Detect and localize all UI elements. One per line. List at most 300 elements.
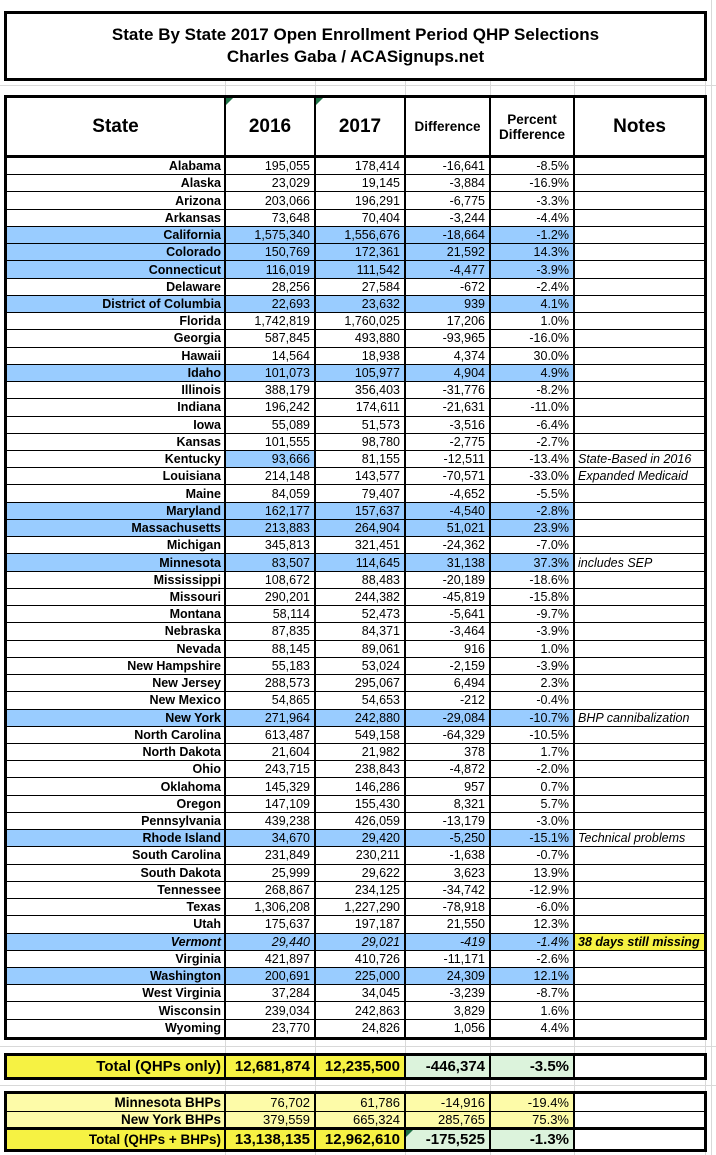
y2016-cell: 290,201 — [226, 589, 316, 605]
state-cell: Washington — [7, 968, 226, 984]
minnesota-bhps-row — [7, 1094, 704, 1112]
y2016-cell: 1,575,340 — [226, 227, 316, 243]
diff-cell: 1,056 — [406, 1020, 491, 1037]
header-pct-line1: Percent — [507, 111, 557, 127]
y2017-cell: 29,021 — [316, 934, 406, 950]
y2017-cell: 105,977 — [316, 365, 406, 381]
diff-cell: 6,494 — [406, 675, 491, 691]
table-body — [7, 158, 704, 1037]
note-cell — [575, 623, 704, 639]
state-cell: Nebraska — [7, 623, 226, 639]
y2017-cell: 174,611 — [316, 399, 406, 415]
state-row-pennsylvania — [7, 813, 704, 830]
y2016-cell: 243,715 — [226, 761, 316, 777]
state-cell: Montana — [7, 606, 226, 622]
mn-bhp-2016: 76,702 — [226, 1094, 316, 1111]
note-cell — [575, 192, 704, 208]
pct-cell: -1.2% — [491, 227, 575, 243]
state-row-utah — [7, 916, 704, 933]
diff-cell: -3,516 — [406, 417, 491, 433]
y2016-cell: 213,883 — [226, 520, 316, 536]
state-row-south-carolina — [7, 847, 704, 864]
state-row-indiana — [7, 399, 704, 416]
y2016-cell: 87,835 — [226, 623, 316, 639]
note-cell — [575, 365, 704, 381]
state-cell: Ohio — [7, 761, 226, 777]
diff-cell: -3,464 — [406, 623, 491, 639]
pct-cell: -10.5% — [491, 727, 575, 743]
diff-cell: -13,179 — [406, 813, 491, 829]
y2017-cell: 225,000 — [316, 968, 406, 984]
pct-cell: 30.0% — [491, 348, 575, 364]
pct-cell: -18.6% — [491, 572, 575, 588]
mn-bhp-pct: -19.4% — [491, 1094, 575, 1111]
pct-cell: 1.0% — [491, 641, 575, 657]
state-cell: Iowa — [7, 417, 226, 433]
y2016-cell: 23,029 — [226, 175, 316, 191]
y2017-cell: 242,863 — [316, 1002, 406, 1018]
bhp-block — [4, 1091, 707, 1152]
y2016-cell: 83,507 — [226, 554, 316, 570]
state-row-massachusetts — [7, 520, 704, 537]
total-qhps-2017: 12,235,500 — [316, 1056, 406, 1077]
comment-triangle-icon — [226, 98, 233, 105]
pct-cell: -12.9% — [491, 882, 575, 898]
header-difference: Difference — [406, 98, 491, 155]
y2017-cell: 143,577 — [316, 468, 406, 484]
ny-bhp-2016: 379,559 — [226, 1112, 316, 1127]
y2017-cell: 24,826 — [316, 1020, 406, 1037]
state-row-nevada — [7, 641, 704, 658]
note-cell — [575, 244, 704, 260]
note-cell — [575, 227, 704, 243]
diff-cell: -672 — [406, 279, 491, 295]
state-cell: Virginia — [7, 951, 226, 967]
total-all-2017: 12,962,610 — [316, 1130, 406, 1149]
state-row-west-virginia — [7, 985, 704, 1002]
y2016-cell: 116,019 — [226, 261, 316, 277]
diff-cell: -24,362 — [406, 537, 491, 553]
total-all-diff — [406, 1130, 491, 1149]
note-cell — [575, 520, 704, 536]
y2016-cell: 88,145 — [226, 641, 316, 657]
note-cell: BHP cannibalization — [578, 710, 690, 725]
state-cell: Nevada — [7, 641, 226, 657]
y2017-cell: 1,556,676 — [316, 227, 406, 243]
y2017-cell: 23,632 — [316, 296, 406, 312]
y2016-cell: 271,964 — [226, 710, 316, 726]
gridline — [490, 81, 491, 95]
state-cell: Indiana — [7, 399, 226, 415]
y2017-cell: 238,843 — [316, 761, 406, 777]
diff-cell: -93,965 — [406, 330, 491, 346]
y2017-cell: 53,024 — [316, 658, 406, 674]
diff-cell: -31,776 — [406, 382, 491, 398]
state-cell: New Mexico — [7, 692, 226, 708]
y2017-cell: 549,158 — [316, 727, 406, 743]
y2017-cell: 51,573 — [316, 417, 406, 433]
comment-triangle-icon — [316, 98, 323, 105]
pct-cell: 0.7% — [491, 778, 575, 794]
note-cell — [575, 744, 704, 760]
total-all-label: Total (QHPs + BHPs) — [7, 1130, 226, 1149]
pct-cell: -4.4% — [491, 210, 575, 226]
y2017-cell: 88,483 — [316, 572, 406, 588]
state-cell: Oklahoma — [7, 778, 226, 794]
state-cell: Wisconsin — [7, 1002, 226, 1018]
note-cell — [575, 985, 704, 1001]
pct-cell: 2.3% — [491, 675, 575, 691]
state-row-delaware — [7, 279, 704, 296]
state-cell: Maryland — [7, 503, 226, 519]
y2017-cell: 1,227,290 — [316, 899, 406, 915]
total-qhps-bhps-row — [7, 1130, 704, 1149]
pct-cell: -6.4% — [491, 417, 575, 433]
diff-cell: 3,829 — [406, 1002, 491, 1018]
note-cell: Technical problems — [578, 831, 686, 846]
state-row-colorado — [7, 244, 704, 261]
y2017-cell: 157,637 — [316, 503, 406, 519]
state-cell: Colorado — [7, 244, 226, 260]
state-cell: Utah — [7, 916, 226, 932]
y2016-cell: 101,555 — [226, 434, 316, 450]
state-row-mississippi — [7, 572, 704, 589]
pct-cell: -13.4% — [491, 451, 575, 467]
gridline — [315, 81, 316, 95]
pct-cell: -3.9% — [491, 261, 575, 277]
y2016-cell: 93,666 — [226, 451, 316, 467]
y2017-cell: 21,982 — [316, 744, 406, 760]
diff-cell: -29,084 — [406, 710, 491, 726]
total-all-pct: -1.3% — [491, 1130, 575, 1149]
pct-cell: -0.7% — [491, 847, 575, 863]
note-cell — [575, 1002, 704, 1018]
note-cell: State-Based in 2016 — [578, 452, 692, 467]
diff-cell: 51,021 — [406, 520, 491, 536]
y2016-cell: 231,849 — [226, 847, 316, 863]
state-row-oklahoma — [7, 778, 704, 795]
state-row-missouri — [7, 589, 704, 606]
state-row-arkansas — [7, 210, 704, 227]
y2016-cell: 268,867 — [226, 882, 316, 898]
y2017-cell: 410,726 — [316, 951, 406, 967]
diff-cell: -70,571 — [406, 468, 491, 484]
header-notes: Notes — [613, 115, 666, 137]
pct-cell: -15.8% — [491, 589, 575, 605]
state-row-louisiana — [7, 468, 704, 485]
pct-cell: 12.3% — [491, 916, 575, 932]
state-cell: Louisiana — [7, 468, 226, 484]
ny-bhp-note — [575, 1112, 704, 1127]
note-cell — [575, 330, 704, 346]
state-cell: South Dakota — [7, 865, 226, 881]
state-row-kentucky — [7, 451, 704, 468]
header-2016 — [226, 98, 316, 155]
diff-cell: -5,641 — [406, 606, 491, 622]
y2016-cell: 421,897 — [226, 951, 316, 967]
state-cell: Kansas — [7, 434, 226, 450]
pct-cell: -3.3% — [491, 192, 575, 208]
gridline — [225, 81, 226, 95]
note-cell — [575, 296, 704, 312]
y2016-cell: 195,055 — [226, 158, 316, 174]
y2017-cell: 89,061 — [316, 641, 406, 657]
ny-bhp-2017: 665,324 — [316, 1112, 406, 1127]
diff-cell: -16,641 — [406, 158, 491, 174]
note-cell — [575, 916, 704, 932]
state-row-new-mexico — [7, 692, 704, 709]
state-cell: Hawaii — [7, 348, 226, 364]
y2017-cell: 114,645 — [316, 554, 406, 570]
state-row-washington — [7, 968, 704, 985]
state-cell: New Hampshire — [7, 658, 226, 674]
y2016-cell: 55,089 — [226, 417, 316, 433]
state-row-nebraska — [7, 623, 704, 640]
diff-cell: -45,819 — [406, 589, 491, 605]
y2016-cell: 23,770 — [226, 1020, 316, 1037]
header-2016-label: 2016 — [248, 115, 292, 137]
note-cell — [575, 399, 704, 415]
note-cell — [575, 606, 704, 622]
page-title: State By State 2017 Open Enrollment Period QHP Selections — [111, 25, 600, 44]
y2016-cell: 239,034 — [226, 1002, 316, 1018]
state-row-hawaii — [7, 348, 704, 365]
gridline — [574, 81, 575, 95]
y2016-cell: 54,865 — [226, 692, 316, 708]
diff-cell: -4,477 — [406, 261, 491, 277]
y2017-cell: 79,407 — [316, 485, 406, 501]
pct-cell: -8.2% — [491, 382, 575, 398]
y2016-cell: 288,573 — [226, 675, 316, 691]
pct-cell: -8.5% — [491, 158, 575, 174]
y2017-cell: 111,542 — [316, 261, 406, 277]
diff-cell: -2,775 — [406, 434, 491, 450]
state-cell: District of Columbia — [7, 296, 226, 312]
diff-cell: -34,742 — [406, 882, 491, 898]
diff-cell: 17,206 — [406, 313, 491, 329]
y2017-cell: 230,211 — [316, 847, 406, 863]
y2017-cell: 52,473 — [316, 606, 406, 622]
page-subtitle: Charles Gaba / ACASignups.net — [226, 47, 485, 66]
state-row-wisconsin — [7, 1002, 704, 1019]
note-cell: 38 days still missing — [575, 934, 704, 950]
mn-bhp-note — [575, 1094, 704, 1111]
state-cell: Florida — [7, 313, 226, 329]
state-row-virginia — [7, 951, 704, 968]
note-cell — [575, 313, 704, 329]
note-cell — [575, 658, 704, 674]
state-row-new-jersey — [7, 675, 704, 692]
y2017-cell: 29,622 — [316, 865, 406, 881]
diff-cell: 957 — [406, 778, 491, 794]
y2016-cell: 145,329 — [226, 778, 316, 794]
y2017-cell: 29,420 — [316, 830, 406, 846]
state-row-south-dakota — [7, 865, 704, 882]
state-cell: West Virginia — [7, 985, 226, 1001]
state-row-maryland — [7, 503, 704, 520]
pct-cell: -2.6% — [491, 951, 575, 967]
y2016-cell: 200,691 — [226, 968, 316, 984]
pct-cell: -2.8% — [491, 503, 575, 519]
state-row-kansas — [7, 434, 704, 451]
state-cell: Alabama — [7, 158, 226, 174]
diff-cell: -12,511 — [406, 451, 491, 467]
note-cell — [575, 692, 704, 708]
y2017-cell: 19,145 — [316, 175, 406, 191]
state-row-wyoming — [7, 1020, 704, 1037]
note-cell — [575, 675, 704, 691]
state-cell: Tennessee — [7, 882, 226, 898]
y2016-cell: 162,177 — [226, 503, 316, 519]
note-cell — [575, 968, 704, 984]
y2016-cell: 37,284 — [226, 985, 316, 1001]
state-cell: Massachusetts — [7, 520, 226, 536]
state-row-texas — [7, 899, 704, 916]
state-cell: Arkansas — [7, 210, 226, 226]
pct-cell: -3.9% — [491, 658, 575, 674]
state-cell: South Carolina — [7, 847, 226, 863]
state-row-florida — [7, 313, 704, 330]
pct-cell: 4.4% — [491, 1020, 575, 1037]
mn-bhp-label: Minnesota BHPs — [7, 1094, 226, 1111]
state-cell: Rhode Island — [7, 830, 226, 846]
note-cell — [575, 382, 704, 398]
diff-cell: 916 — [406, 641, 491, 657]
diff-cell: 31,138 — [406, 554, 491, 570]
gridline — [405, 81, 406, 95]
state-cell: New Jersey — [7, 675, 226, 691]
state-row-iowa — [7, 417, 704, 434]
table-header — [7, 98, 704, 158]
pct-cell: 14.3% — [491, 244, 575, 260]
title-box — [4, 11, 707, 81]
pct-cell: -7.0% — [491, 537, 575, 553]
note-cell — [575, 899, 704, 915]
pct-cell: 1.6% — [491, 1002, 575, 1018]
y2017-cell: 98,780 — [316, 434, 406, 450]
y2017-cell: 264,904 — [316, 520, 406, 536]
state-row-alabama — [7, 158, 704, 175]
total-qhps-pct: -3.5% — [491, 1056, 575, 1077]
state-cell: Alaska — [7, 175, 226, 191]
diff-cell: -11,171 — [406, 951, 491, 967]
diff-cell: 4,374 — [406, 348, 491, 364]
note-cell — [575, 761, 704, 777]
y2017-cell: 146,286 — [316, 778, 406, 794]
pct-cell: -6.0% — [491, 899, 575, 915]
y2017-cell: 34,045 — [316, 985, 406, 1001]
state-row-georgia — [7, 330, 704, 347]
pct-cell: -3.0% — [491, 813, 575, 829]
y2016-cell: 25,999 — [226, 865, 316, 881]
header-pct-line2: Difference — [498, 126, 566, 142]
y2016-cell: 28,256 — [226, 279, 316, 295]
state-row-new-york — [7, 710, 704, 727]
state-cell: Arizona — [7, 192, 226, 208]
note-cell — [575, 951, 704, 967]
state-cell: New York — [7, 710, 226, 726]
diff-cell: -21,631 — [406, 399, 491, 415]
header-2017 — [316, 98, 406, 155]
state-cell: Idaho — [7, 365, 226, 381]
y2016-cell: 58,114 — [226, 606, 316, 622]
state-cell: California — [7, 227, 226, 243]
y2016-cell: 108,672 — [226, 572, 316, 588]
state-cell: Pennsylvania — [7, 813, 226, 829]
note-cell — [575, 537, 704, 553]
state-row-ohio — [7, 761, 704, 778]
y2017-cell: 356,403 — [316, 382, 406, 398]
total-all-note — [575, 1130, 704, 1149]
note-cell — [575, 210, 704, 226]
diff-cell: -20,189 — [406, 572, 491, 588]
diff-cell: 4,904 — [406, 365, 491, 381]
state-row-maine — [7, 485, 704, 502]
note-cell — [575, 813, 704, 829]
state-row-montana — [7, 606, 704, 623]
y2017-cell: 426,059 — [316, 813, 406, 829]
pct-cell: -33.0% — [491, 468, 575, 484]
diff-cell: -2,159 — [406, 658, 491, 674]
y2017-cell: 84,371 — [316, 623, 406, 639]
pct-cell: -11.0% — [491, 399, 575, 415]
diff-cell: 378 — [406, 744, 491, 760]
state-cell: North Dakota — [7, 744, 226, 760]
state-row-arizona — [7, 192, 704, 209]
y2016-cell: 21,604 — [226, 744, 316, 760]
diff-cell: -3,244 — [406, 210, 491, 226]
state-row-rhode-island — [7, 830, 704, 847]
state-cell: Maine — [7, 485, 226, 501]
ny-bhp-label: New York BHPs — [7, 1112, 226, 1127]
state-row-tennessee — [7, 882, 704, 899]
state-row-new-hampshire — [7, 658, 704, 675]
y2017-cell: 27,584 — [316, 279, 406, 295]
diff-cell: 21,550 — [406, 916, 491, 932]
mn-bhp-2017: 61,786 — [316, 1094, 406, 1111]
total-qhps-only-row — [4, 1053, 707, 1080]
diff-cell: -5,250 — [406, 830, 491, 846]
state-row-district-of-columbia — [7, 296, 704, 313]
note-cell — [575, 348, 704, 364]
diff-cell: 3,623 — [406, 865, 491, 881]
y2016-cell: 14,564 — [226, 348, 316, 364]
state-row-north-carolina — [7, 727, 704, 744]
note-cell — [575, 1020, 704, 1037]
state-cell: Missouri — [7, 589, 226, 605]
y2017-cell: 244,382 — [316, 589, 406, 605]
state-cell: Michigan — [7, 537, 226, 553]
header-percent-difference — [491, 98, 575, 155]
note-cell — [575, 641, 704, 657]
new-york-bhps-row — [7, 1112, 704, 1130]
y2017-cell: 178,414 — [316, 158, 406, 174]
state-row-california — [7, 227, 704, 244]
y2017-cell: 70,404 — [316, 210, 406, 226]
state-cell: Texas — [7, 899, 226, 915]
y2017-cell: 321,451 — [316, 537, 406, 553]
total-qhps-2016: 12,681,874 — [226, 1056, 316, 1077]
state-cell: Connecticut — [7, 261, 226, 277]
pct-cell: -16.9% — [491, 175, 575, 191]
y2017-cell: 493,880 — [316, 330, 406, 346]
diff-cell: -212 — [406, 692, 491, 708]
y2016-cell: 587,845 — [226, 330, 316, 346]
y2016-cell: 101,073 — [226, 365, 316, 381]
pct-cell: -2.7% — [491, 434, 575, 450]
note-cell: includes SEP — [578, 555, 653, 570]
ny-bhp-pct: 75.3% — [491, 1112, 575, 1127]
